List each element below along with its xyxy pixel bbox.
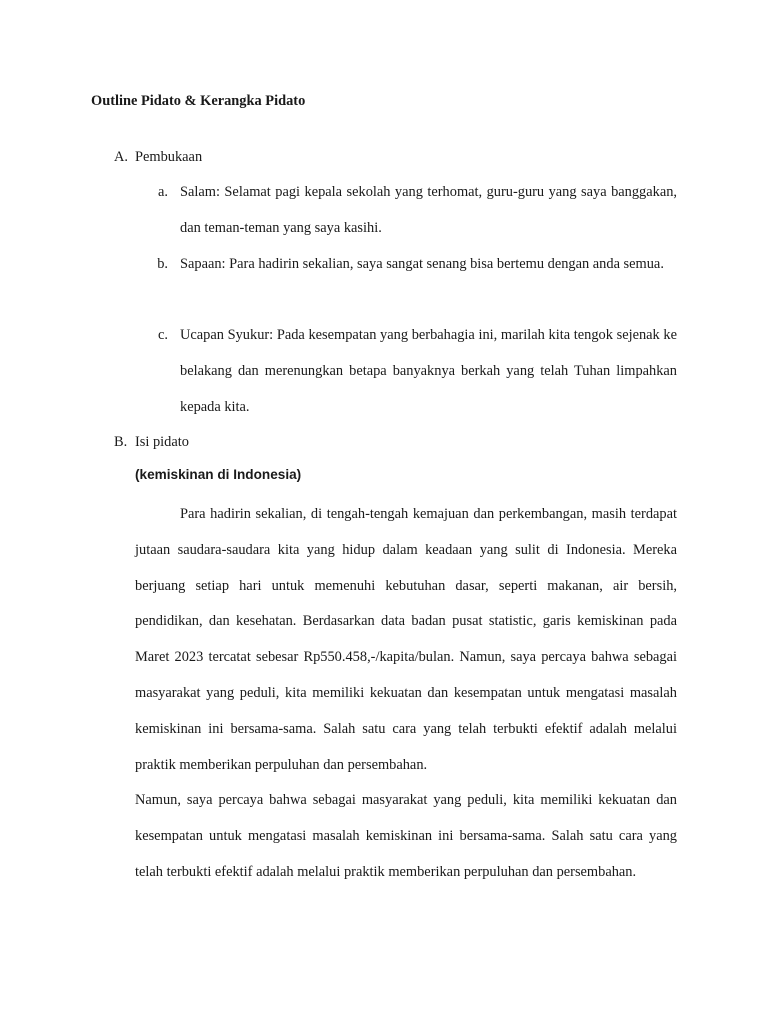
- section-b-heading: Isi pidato: [135, 434, 189, 450]
- section-b-letter: B.: [114, 434, 128, 450]
- section-b-subheading: (kemiskinan di Indonesia): [135, 467, 302, 482]
- item-a-text: Salam: Selamat pagi kepala sekolah yang terhomat, guru-guru yang saya banggakan, dan teman-teman yang saya kasihi.: [180, 184, 677, 236]
- item-b-letter: b.: [157, 256, 168, 272]
- document-title: Outline Pidato & Kerangka Pidato: [91, 93, 306, 109]
- section-a-heading: Pembukaan: [135, 149, 203, 165]
- item-a-letter: a.: [158, 184, 168, 200]
- item-b-text: Sapaan: Para hadirin sekalian, saya sangat senang bisa bertemu dengan anda semua.: [180, 256, 664, 272]
- item-c-letter: c.: [158, 327, 168, 343]
- section-a-letter: A.: [114, 149, 128, 165]
- body-paragraph-1: Para hadirin sekalian, di tengah-tengah kemajuan dan perkembangan, masih terdapat jutaan saudara-saudara kita yang hidup dalam keadaan yang sulit di Indonesia. Mereka berjuang setiap hari untuk memenuhi kebutuhan dasar, seperti makanan, air bersih, pendidikan, dan kesehatan. Berdasarkan data badan pusat statistic, garis kemiskinan pada Maret 2023 tercatat sebesar Rp550.458,-/kapita/bulan. Namun, saya percaya bahwa sebagai masyarakat yang peduli, kita memiliki kekuatan dan kesempatan untuk mengatasi masalah kemiskinan ini bersama-sama. Salah satu cara yang telah terbukti efektif adalah melalui praktik memberikan perpuluhan dan persembahan.: [135, 506, 677, 773]
- body-paragraph-2: Namun, saya percaya bahwa sebagai masyarakat yang peduli, kita memiliki kekuatan dan kesempatan untuk mengatasi masalah kemiskinan ini bersama-sama. Salah satu cara yang telah terbukti efektif adalah melalui praktik memberikan perpuluhan dan persembahan.: [135, 792, 677, 880]
- item-c-text: Ucapan Syukur: Pada kesempatan yang berbahagia ini, marilah kita tengok sejenak ke belakang dan merenungkan betapa banyaknya berkah yang telah Tuhan limpahkan kepada kita.: [180, 327, 677, 415]
